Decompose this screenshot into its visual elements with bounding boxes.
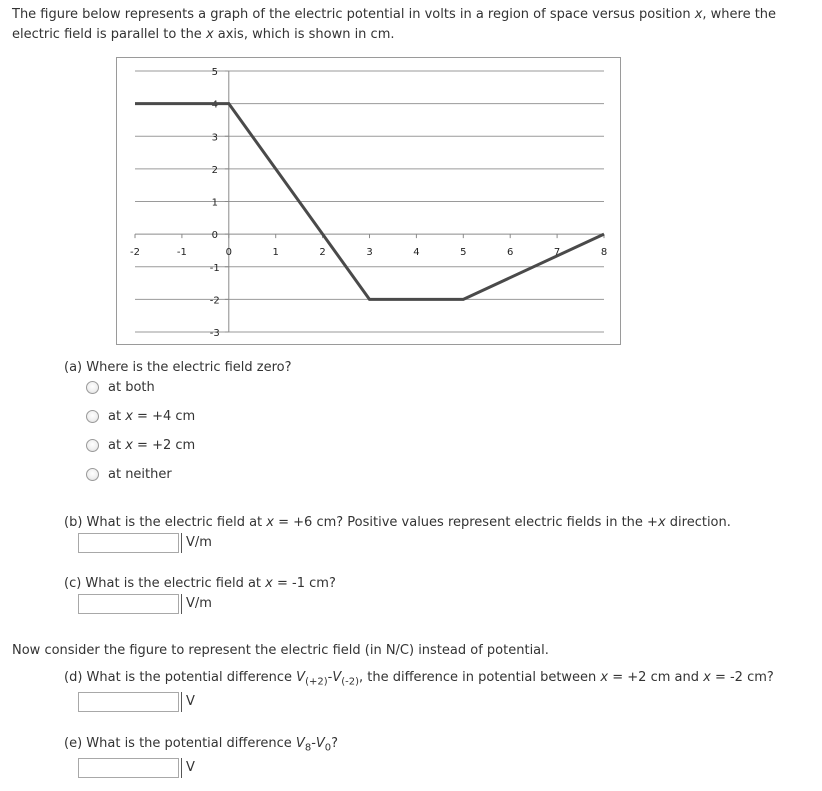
y-tick-label: 0: [211, 230, 218, 242]
problem-intro: The figure below represents a graph of the electric potential in volts in a region of space versus position x, where the electric field is parallel to the x axis, which is shown in cm.: [12, 7, 777, 42]
potential-chart-svg: [117, 58, 620, 344]
y-tick-label: 4: [211, 99, 218, 111]
answer-c-input[interactable]: [78, 594, 179, 614]
y-tick-label: -3: [209, 328, 220, 339]
question-c: (c) What is the electric field at x = -1 cm?: [64, 576, 336, 591]
x-tick-label: 4: [413, 247, 420, 259]
x-tick-label: 6: [507, 247, 514, 259]
x-tick-label: 5: [460, 247, 467, 259]
x-tick-label: -1: [176, 247, 187, 259]
x-tick-label: 3: [366, 247, 373, 259]
answer-b-input[interactable]: [78, 533, 179, 553]
radio-at-neither[interactable]: [86, 468, 99, 481]
answer-c-unit: V/m: [181, 594, 212, 614]
radio-at-both[interactable]: [86, 381, 99, 394]
option-at-neither: at neither: [108, 467, 172, 482]
x-tick-label: 1: [272, 247, 279, 259]
x-tick-label: -2: [130, 247, 140, 259]
question-e: (e) What is the potential difference $V_8-V_0$?: [64, 736, 339, 754]
radio-x-plus-4[interactable]: [86, 410, 99, 423]
answer-d-unit: V: [181, 692, 195, 712]
x-tick-label: 0: [225, 247, 232, 259]
field-instruction: Now consider the figure to represent the electric field (in N/C) instead of potential.: [12, 643, 549, 658]
question-d: (d) What is the potential difference $V_{(+2)}-V_{(-2)}$, the difference in potential between x = +2 cm and x = -2 cm?: [64, 670, 774, 688]
option-x-plus-2: at x = +2 cm: [108, 438, 196, 453]
potential-graph: [116, 57, 621, 345]
y-tick-label: 5: [211, 67, 218, 78]
option-at-both: at both: [108, 380, 155, 395]
y-tick-label: 2: [211, 164, 218, 176]
question-b: (b) What is the electric field at x = +6 cm? Positive values represent electric fields in the +x direction.: [64, 515, 731, 530]
x-tick-label: 7: [553, 247, 561, 259]
answer-d-input[interactable]: [78, 692, 179, 712]
y-tick-label: -1: [209, 262, 220, 274]
x-tick-label: 2: [319, 247, 326, 259]
option-x-plus-4: at x = +4 cm: [108, 409, 196, 424]
radio-x-plus-2[interactable]: [86, 439, 99, 452]
answer-b-unit: V/m: [181, 533, 212, 553]
y-tick-label: -2: [209, 295, 220, 307]
x-tick-label: 8: [600, 247, 608, 259]
answer-e-input[interactable]: [78, 758, 179, 778]
question-a: (a) Where is the electric field zero?: [64, 360, 292, 375]
y-tick-label: 3: [211, 132, 218, 144]
answer-e-unit: V: [181, 758, 195, 778]
y-tick-label: 1: [211, 197, 218, 209]
